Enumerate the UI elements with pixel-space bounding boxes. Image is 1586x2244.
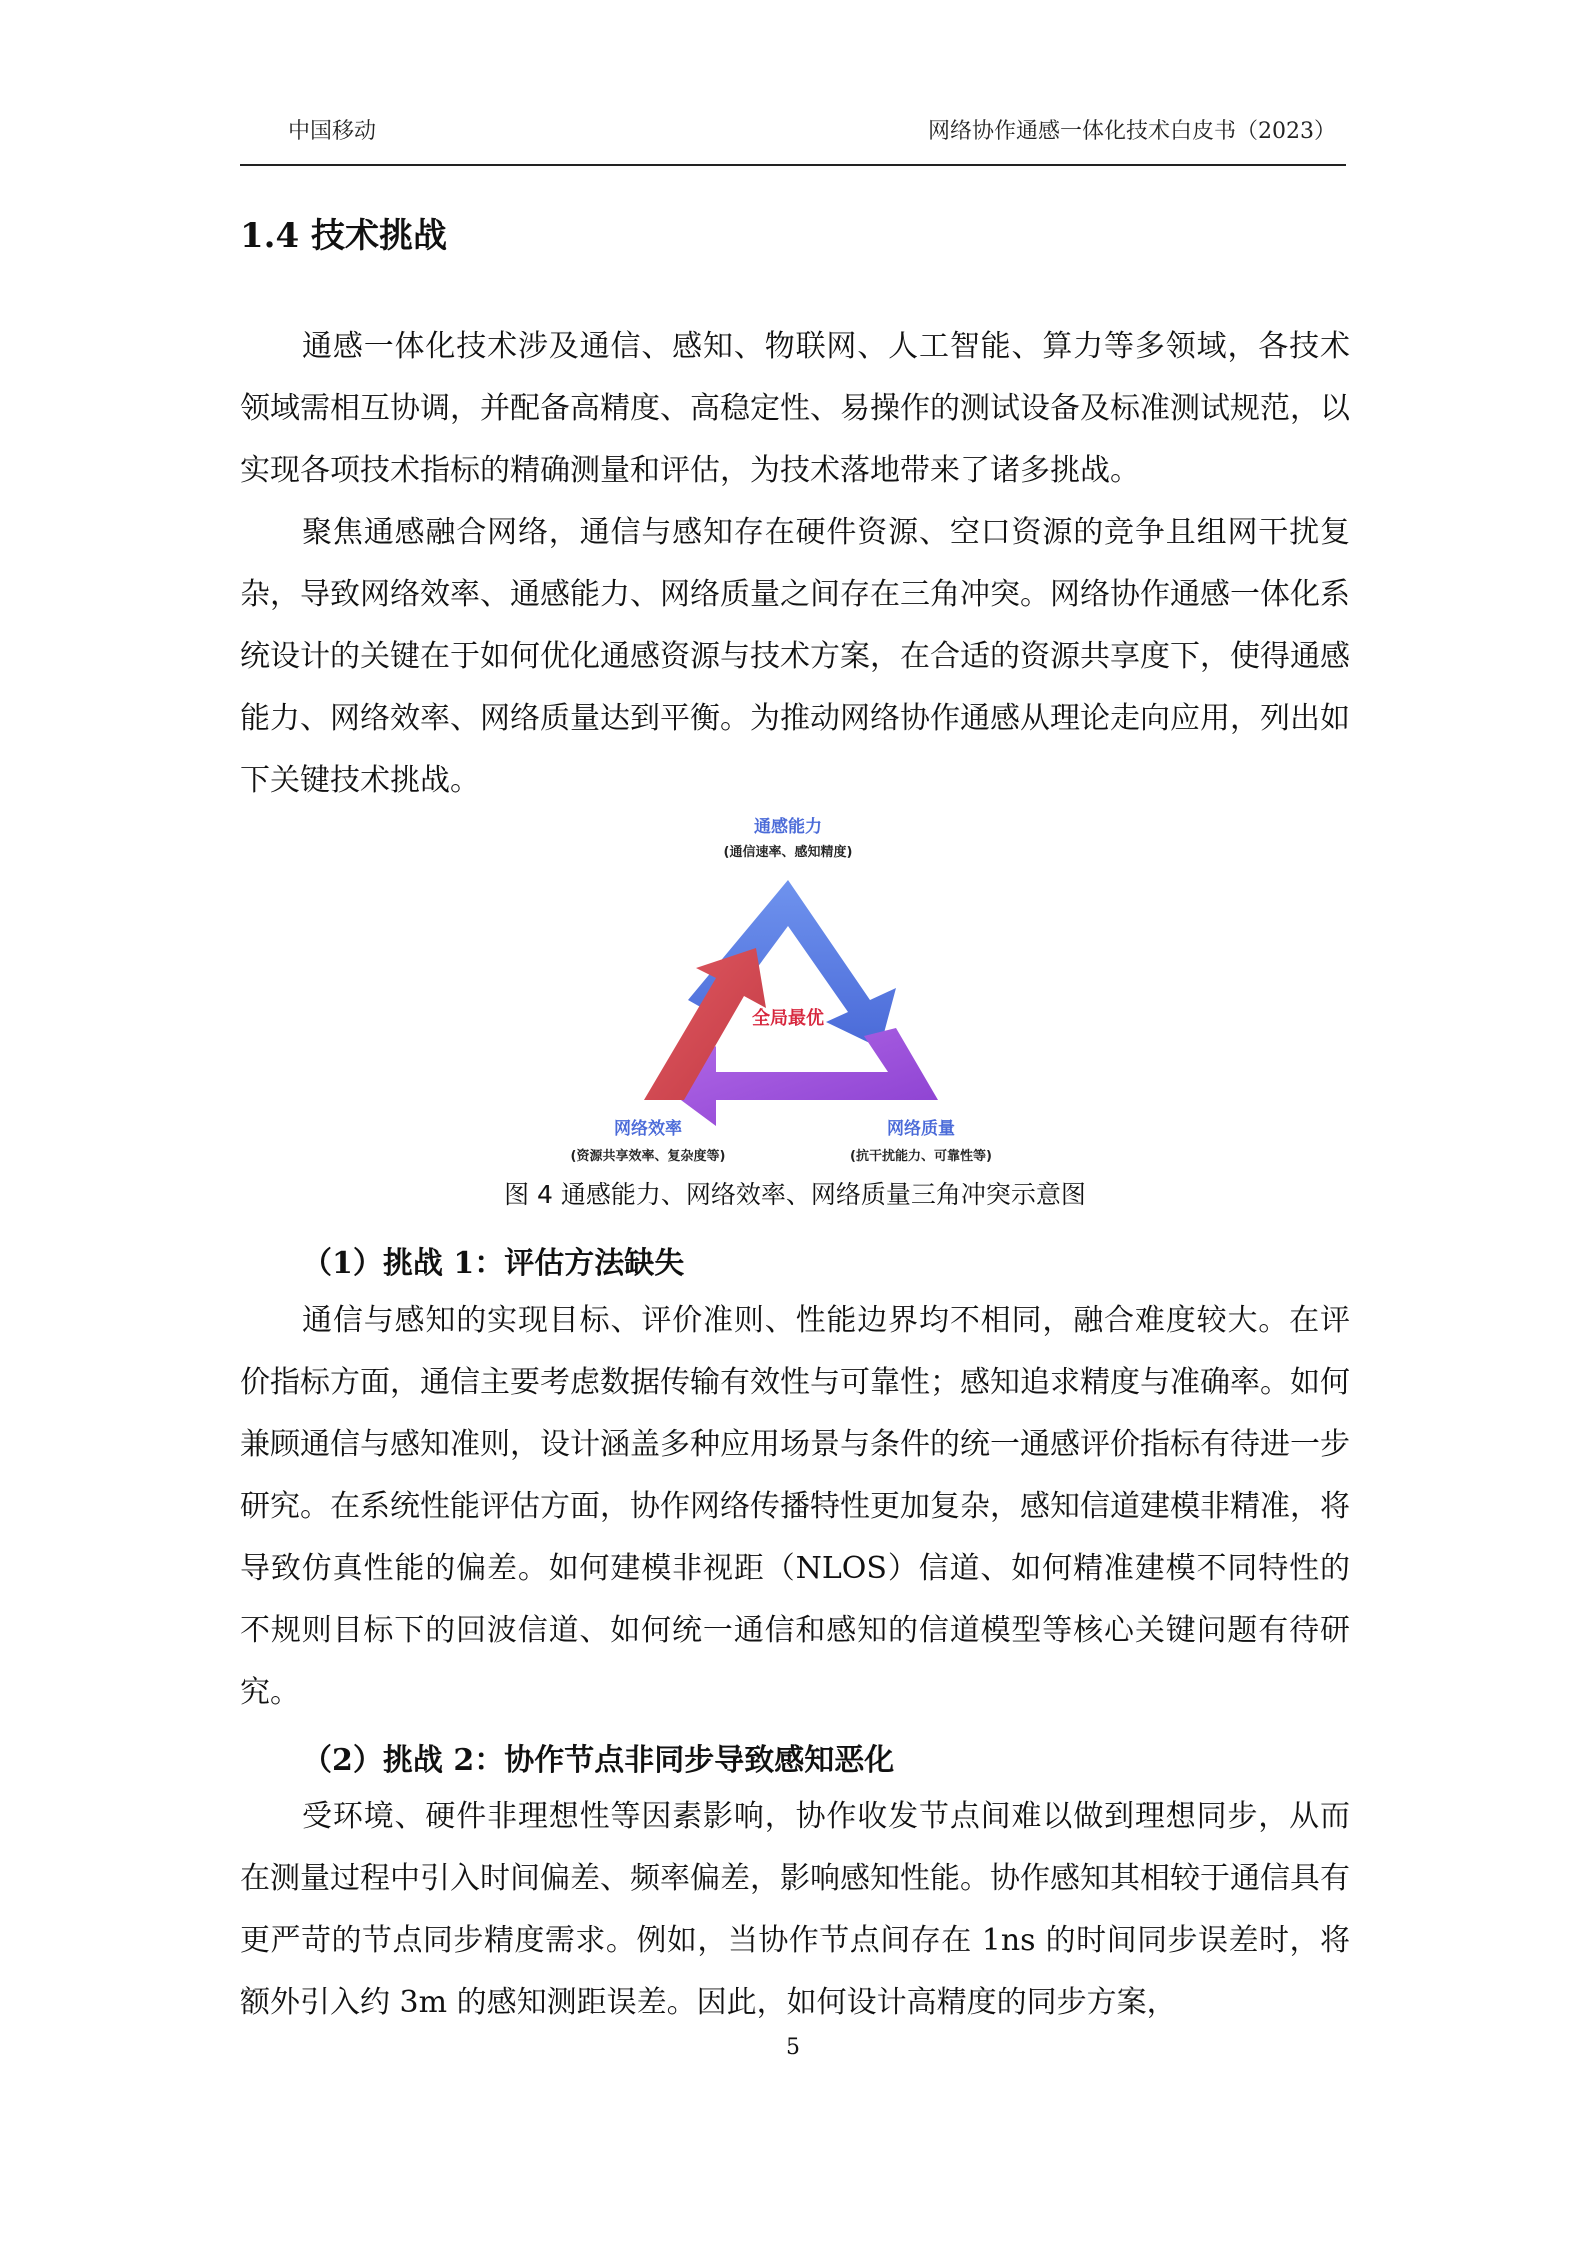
challenge-2-heading: （2）挑战 2：协作节点非同步导致感知恶化	[302, 1743, 895, 1778]
figure-label-top	[688, 812, 888, 860]
challenge-1-heading: （1）挑战 1：评估方法缺失	[302, 1246, 685, 1281]
paragraph-conflict: 聚焦通感融合网络，通信与感知存在硬件资源、空口资源的竞争且组网干扰复杂，导致网络效率、通感能力、网络质量之间存在三角冲突。网络协作通感一体化系统设计的关键在于如何优化通感资源与技术方案，在合适的资源共享度下，使得通感能力、网络效率、网络质量达到平衡。为推动网络协作通感从理论走向应用，列出如下关键技术挑战。	[240, 515, 1350, 798]
figure-label-bottom-right	[816, 1114, 1026, 1164]
triangle-conflict-figure	[548, 808, 1028, 1168]
section-title: 1.4 技术挑战	[240, 216, 447, 256]
page-header	[240, 108, 1346, 166]
paragraph-intro: 通感一体化技术涉及通信、感知、物联网、人工智能、算力等多领域，各技术领域需相互协调，并配备高精度、高稳定性、易操作的测试设备及标准测试规范，以实现各项技术指标的精确测量和评估，为技术落地带来了诸多挑战。	[240, 329, 1350, 488]
network-quality-sub: (抗干扰能力、可靠性等)	[850, 1149, 992, 1164]
paragraph-challenge-1: 通信与感知的实现目标、评价准则、性能边界均不相同，融合难度较大。在评价指标方面，通信主要考虑数据传输有效性与可靠性；感知追求精度与准确率。如何兼顾通信与感知准则，设计涵盖多种应用场景与条件的统一通感评价指标有待进一步研究。在系统性能评估方面，协作网络传播特性更加复杂，感知信道建模非精准，将导致仿真性能的偏差。如何建模非视距（NLOS）信道、如何精准建模不同特性的不规则目标下的回波信道、如何统一通信和感知的信道模型等核心关键问题有待研究。	[240, 1303, 1350, 1710]
comm-sense-capability-sub: (通信速率、感知精度)	[723, 845, 853, 860]
paragraph-challenge-2: 受环境、硬件非理想性等因素影响，协作收发节点间难以做到理想同步，从而在测量过程中引入时间偏差、频率偏差，影响感知性能。协作感知其相较于通信具有更严苛的节点同步精度需求。例如，当协作节点间存在 1ns 的时间同步误差时，将额外引入约 3m 的感知测距误差。因此，如何设计高精度的同步方案，	[240, 1799, 1350, 2020]
header-left-org: 中国移动	[288, 119, 377, 144]
network-quality-label: 网络质量	[887, 1119, 955, 1139]
network-efficiency-sub: (资源共享效率、复杂度等)	[570, 1149, 726, 1164]
global-optimum-label: 全局最优	[752, 1008, 824, 1029]
figure-label-bottom-left	[548, 1114, 748, 1164]
page-number: 5	[786, 2035, 800, 2060]
header-right-title: 网络协作通感一体化技术白皮书（2023）	[928, 119, 1336, 144]
network-efficiency-label: 网络效率	[614, 1119, 682, 1139]
figure-caption: 图 4 通感能力、网络效率、网络质量三角冲突示意图	[504, 1180, 1086, 1209]
comm-sense-capability-label: 通感能力	[754, 817, 822, 837]
